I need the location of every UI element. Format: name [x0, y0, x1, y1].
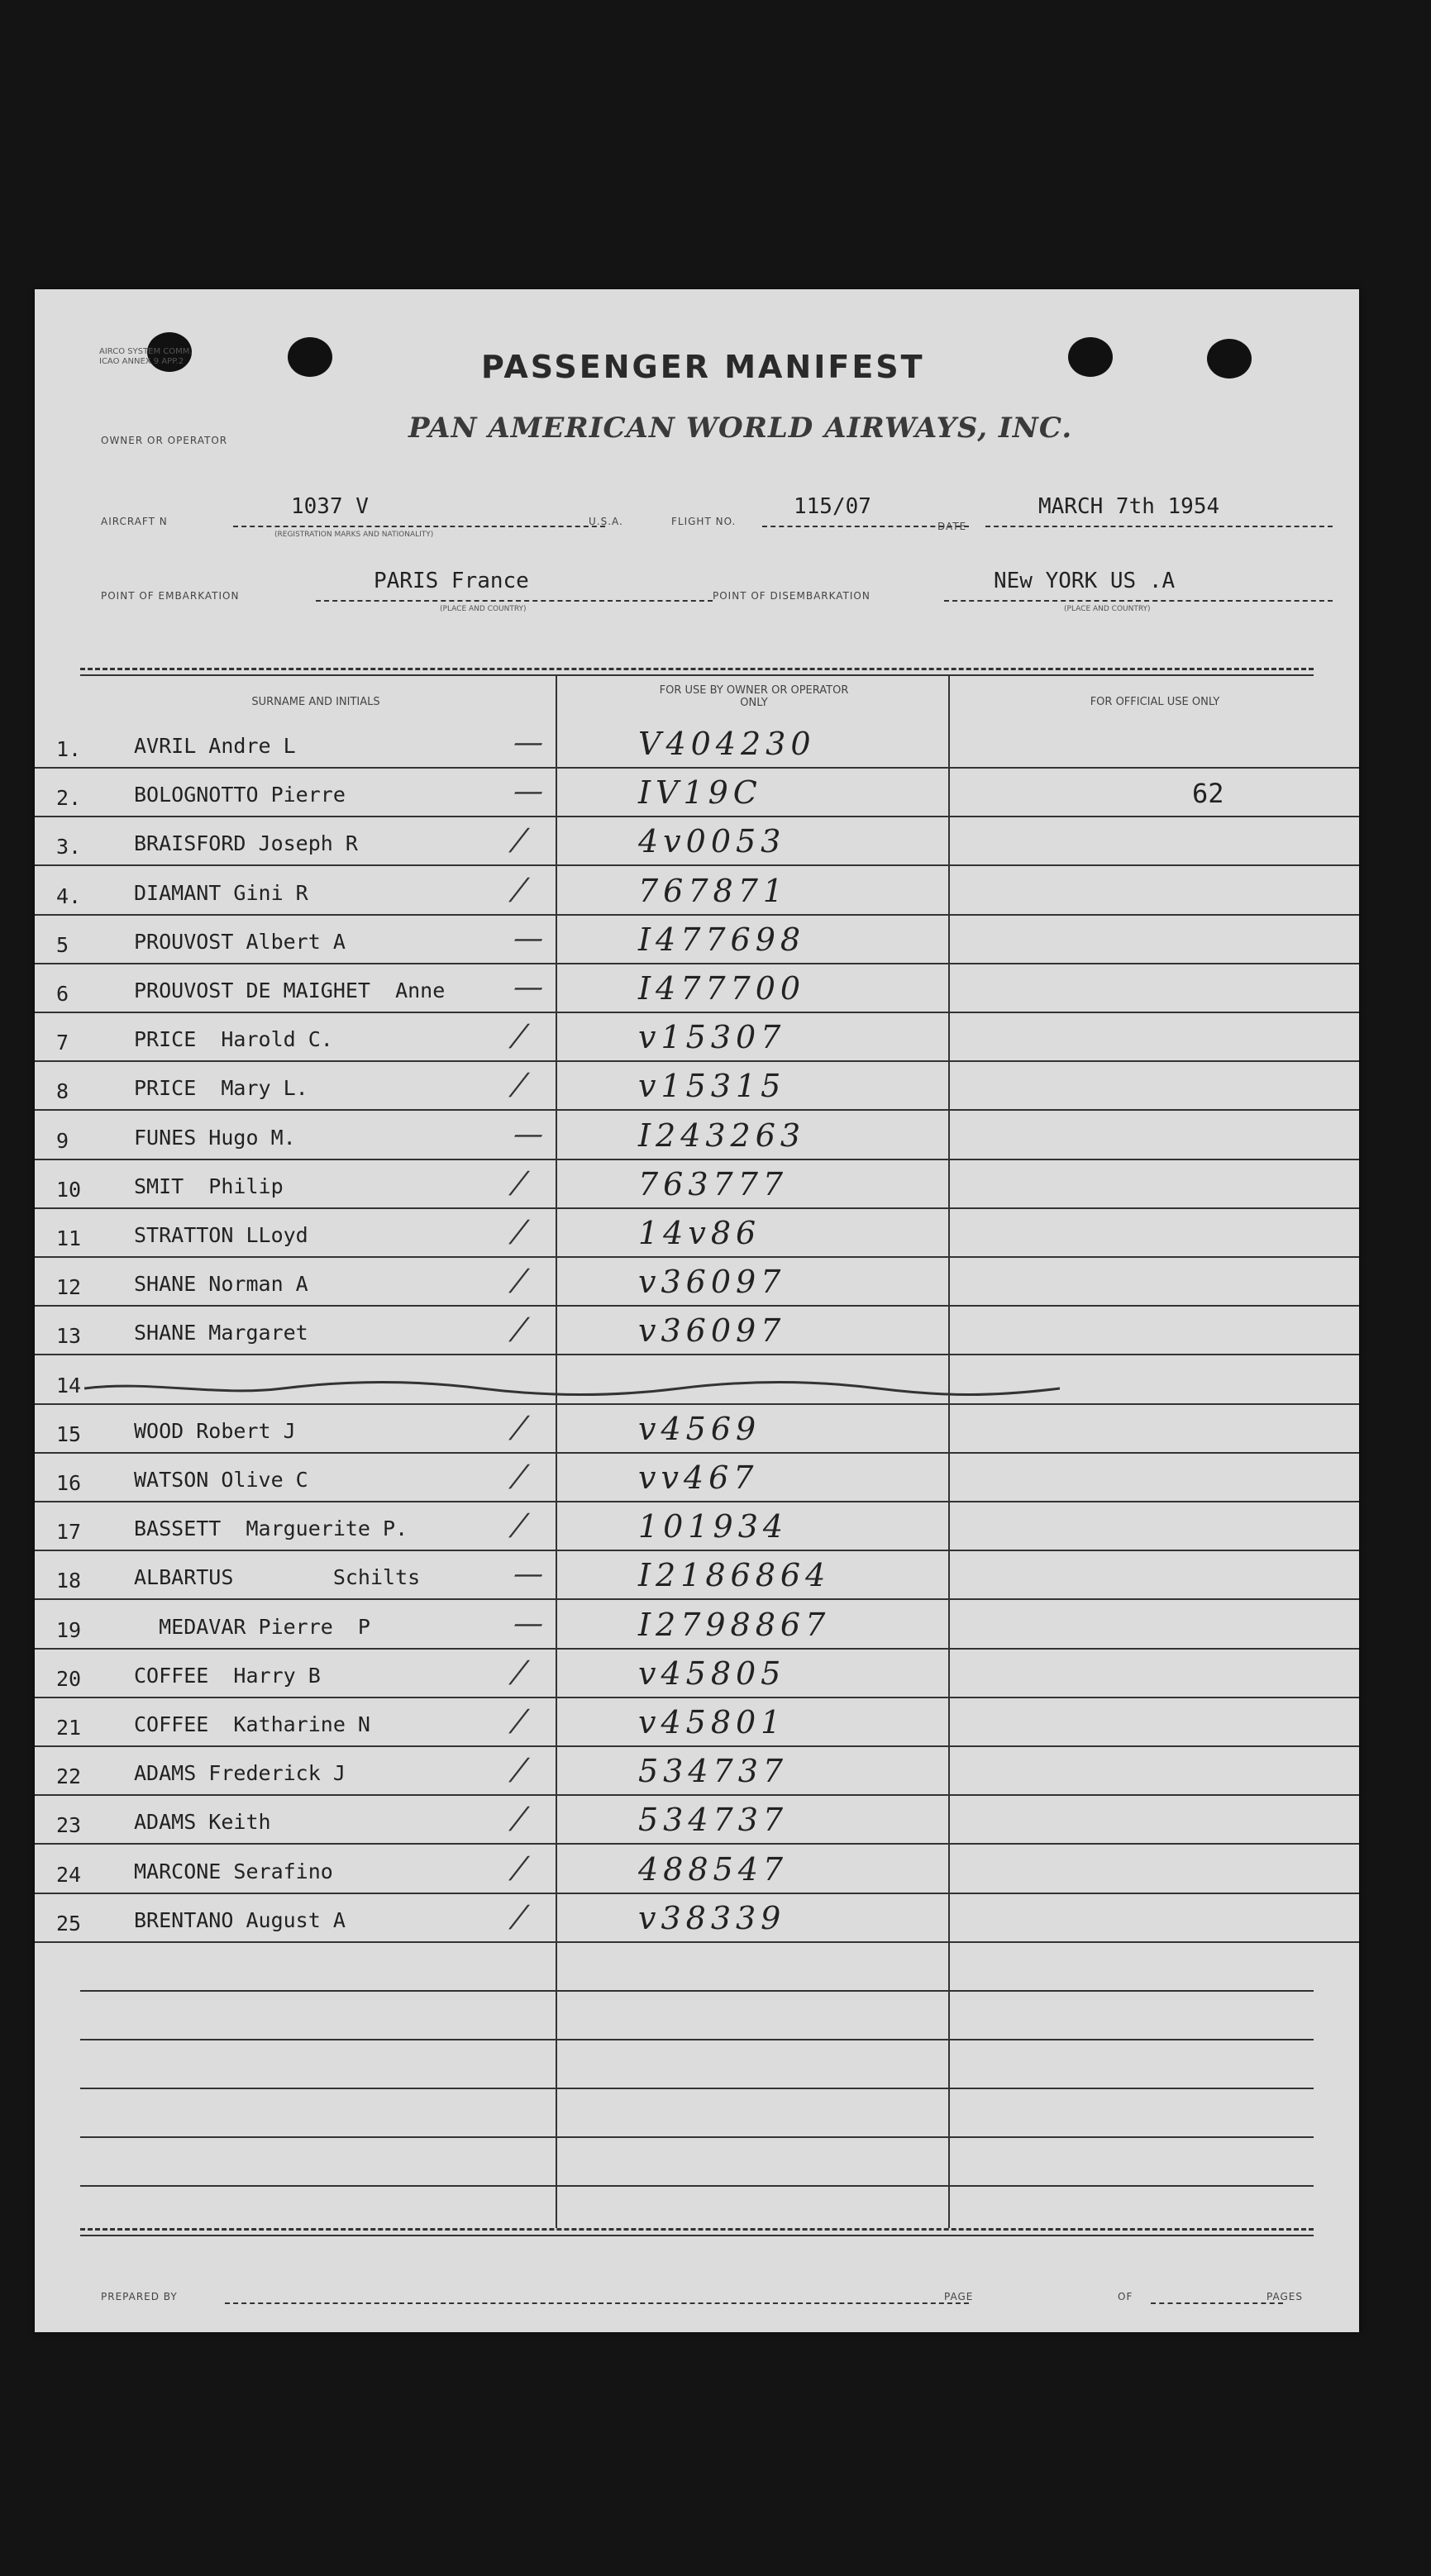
passenger-name: SMIT Philip	[134, 1174, 284, 1198]
row-number: 24	[56, 1862, 82, 1887]
check-mark: /	[506, 1802, 532, 1836]
operator-reference: v36097	[638, 1264, 786, 1301]
check-mark: /	[506, 1165, 532, 1200]
check-mark: —	[506, 1117, 552, 1151]
punch-hole-icon	[1207, 339, 1252, 379]
disembark-label: POINT OF DISEMBARKATION	[713, 590, 871, 602]
check-mark: —	[506, 921, 552, 955]
table-row	[35, 1159, 1359, 1209]
official-note: 62	[1192, 778, 1224, 810]
table-row	[35, 1649, 1359, 1698]
operator-reference: I477698	[638, 921, 806, 958]
table-row	[35, 817, 1359, 866]
row-number: 5	[56, 932, 69, 957]
table-row	[35, 866, 1359, 916]
table-row	[35, 1600, 1359, 1650]
punch-hole-icon	[1068, 337, 1113, 377]
aircraft-caption: (REGISTRATION MARKS AND NATIONALITY)	[274, 531, 434, 539]
check-mark: /	[506, 1459, 532, 1493]
row-number: 12	[56, 1275, 82, 1300]
table-row	[35, 1404, 1359, 1454]
disembark-caption: (PLACE AND COUNTRY)	[1064, 605, 1151, 613]
row-number: 15	[56, 1421, 82, 1446]
flight-label: FLIGHT NO.	[671, 516, 737, 527]
table-row	[35, 1111, 1359, 1160]
passenger-name: SHANE Margaret	[134, 1321, 308, 1345]
operator-reference: vv467	[638, 1459, 759, 1496]
check-mark: /	[506, 1753, 532, 1788]
operator-reference: v15315	[638, 1068, 786, 1105]
table-row	[35, 719, 1359, 769]
check-mark: —	[506, 774, 552, 809]
table-row	[35, 1208, 1359, 1258]
page-title: PASSENGER MANIFEST	[481, 349, 925, 385]
operator-reference: I477700	[638, 970, 806, 1007]
table-row	[35, 1012, 1359, 1062]
table-row	[35, 915, 1359, 964]
check-mark: /	[506, 1068, 532, 1102]
row-number: 1.	[56, 737, 82, 761]
operator-reference: v4569	[638, 1410, 761, 1447]
embark-value: PARIS France	[374, 569, 529, 593]
check-mark: /	[506, 1850, 532, 1885]
check-mark: /	[506, 1410, 532, 1445]
table-row	[35, 1795, 1359, 1845]
row-number: 11	[56, 1226, 82, 1250]
row-number: 7	[56, 1031, 69, 1055]
pages-label: PAGES	[1266, 2291, 1303, 2302]
company-name: PAN AMERICAN WORLD AIRWAYS, INC.	[408, 412, 1073, 445]
operator-reference: I2186864	[638, 1557, 831, 1594]
table-row	[35, 1893, 1359, 1943]
table-row	[35, 1746, 1359, 1796]
check-mark: —	[506, 1606, 552, 1640]
passenger-name: PROUVOST Albert A	[134, 929, 346, 954]
operator-reference: 763777	[638, 1165, 789, 1202]
operator-reference: v45801	[638, 1704, 786, 1740]
disembark-value: NEw YORK US .A	[994, 569, 1176, 593]
manifest-sheet	[35, 289, 1359, 2332]
passenger-name: BASSETT Marguerite P.	[134, 1517, 408, 1541]
operator-reference: v15307	[638, 1019, 786, 1056]
passenger-name: WOOD Robert J	[134, 1418, 296, 1443]
passenger-name: COFFEE Harry B	[134, 1663, 321, 1688]
passenger-name: MEDAVAR Pierre P	[134, 1614, 370, 1639]
date-value: MARCH 7th 1954	[1038, 494, 1220, 519]
check-mark: /	[506, 1215, 532, 1249]
blank-line	[80, 2185, 1314, 2187]
column-header-operator: FOR USE BY OWNER OR OPERATOR ONLY	[659, 684, 849, 709]
operator-reference: v38339	[638, 1899, 786, 1936]
row-number: 14	[56, 1373, 82, 1398]
row-number: 20	[56, 1666, 82, 1691]
passenger-name: BRAISFORD Joseph R	[134, 831, 358, 856]
operator-reference: v45805	[638, 1655, 786, 1692]
operator-reference: 767871	[638, 872, 789, 909]
check-mark: /	[506, 1019, 532, 1054]
operator-reference: IV19C	[638, 774, 762, 812]
check-mark: /	[506, 1264, 532, 1298]
prepared-by-label: PREPARED BY	[101, 2291, 178, 2302]
row-number: 10	[56, 1177, 82, 1202]
row-number: 4.	[56, 883, 82, 908]
passenger-name: ALBARTUS Schilts	[134, 1565, 421, 1590]
row-number: 3.	[56, 835, 82, 859]
operator-reference: v36097	[638, 1312, 786, 1350]
row-number: 16	[56, 1471, 82, 1495]
page-label: PAGE	[944, 2291, 974, 2302]
passenger-name: PRICE Harold C.	[134, 1027, 333, 1052]
passenger-name: ADAMS Keith	[134, 1810, 271, 1835]
row-number: 23	[56, 1813, 82, 1838]
check-mark: —	[506, 726, 552, 759]
table-row	[35, 1453, 1359, 1502]
row-number: 6	[56, 982, 69, 1006]
punch-hole-icon	[288, 337, 332, 377]
table-row	[35, 1061, 1359, 1111]
table-row	[35, 1697, 1359, 1747]
table-row	[35, 1550, 1359, 1600]
passenger-name: FUNES Hugo M.	[134, 1125, 296, 1150]
passenger-name: PROUVOST DE MAIGHET Anne	[134, 978, 446, 1002]
row-number: 22	[56, 1764, 82, 1789]
passenger-name: BRENTANO August A	[134, 1907, 346, 1932]
check-mark: /	[506, 1899, 532, 1934]
row-number: 17	[56, 1520, 82, 1545]
of-label: OF	[1118, 2291, 1133, 2302]
passenger-name: COFFEE Katharine N	[134, 1712, 370, 1736]
owner-label: OWNER OR OPERATOR	[101, 435, 228, 446]
blank-line	[80, 2088, 1314, 2089]
regulation-stamp: AIRCO SYSTEM COMM. ICAO ANNEX 9 APP.2	[99, 347, 193, 366]
operator-reference: I243263	[638, 1117, 806, 1154]
operator-reference: 534737	[638, 1753, 789, 1790]
passenger-name: MARCONE Serafino	[134, 1859, 333, 1883]
table-row	[35, 1502, 1359, 1551]
aircraft-label: AIRCRAFT N	[101, 516, 168, 527]
passenger-name: DIAMANT Gini R	[134, 880, 308, 905]
passenger-name: SHANE Norman A	[134, 1272, 308, 1297]
row-number: 21	[56, 1716, 82, 1740]
row-number: 2.	[56, 786, 82, 811]
column-header-official: FOR OFFICIAL USE ONLY	[1090, 696, 1220, 708]
blank-line	[80, 2136, 1314, 2138]
strike-through-line	[84, 1378, 1060, 1398]
table-row	[35, 768, 1359, 817]
embark-caption: (PLACE AND COUNTRY)	[440, 605, 527, 613]
aircraft-value: 1037 V	[291, 494, 369, 519]
passenger-name: ADAMS Frederick J	[134, 1761, 346, 1786]
flight-value: 115/07	[794, 494, 871, 519]
passenger-name: STRATTON LLoyd	[134, 1223, 308, 1247]
passenger-name: BOLOGNOTTO Pierre	[134, 783, 346, 807]
usa-label: U.S.A.	[589, 516, 623, 527]
operator-reference: 534737	[638, 1802, 789, 1839]
table-row	[35, 1306, 1359, 1355]
row-number: 18	[56, 1569, 82, 1593]
table-row	[35, 1257, 1359, 1307]
operator-reference: I2798867	[638, 1606, 831, 1643]
row-number: 19	[56, 1617, 82, 1642]
check-mark: —	[506, 970, 552, 1004]
operator-reference: 101934	[638, 1508, 789, 1545]
passenger-name: AVRIL Andre L	[134, 734, 296, 758]
passenger-name: WATSON Olive C	[134, 1468, 308, 1492]
check-mark: —	[506, 1557, 552, 1592]
table-row	[35, 964, 1359, 1013]
check-mark: /	[506, 872, 532, 907]
embark-label: POINT OF EMBARKATION	[101, 590, 240, 602]
table-row	[35, 1845, 1359, 1894]
check-mark: /	[506, 1704, 532, 1738]
row-number: 25	[56, 1911, 82, 1936]
blank-line	[80, 2039, 1314, 2040]
check-mark: /	[506, 1655, 532, 1689]
operator-reference: 4v0053	[638, 823, 786, 860]
check-mark: /	[506, 1508, 532, 1543]
row-number: 13	[56, 1324, 82, 1349]
row-number: 8	[56, 1079, 69, 1104]
operator-reference: 14v86	[638, 1215, 761, 1251]
column-header-surname: SURNAME AND INITIALS	[251, 696, 380, 708]
row-number: 9	[56, 1128, 69, 1153]
blank-line	[80, 1990, 1314, 1992]
operator-reference: V404230	[638, 726, 816, 762]
check-mark: /	[506, 823, 532, 858]
operator-reference: 488547	[638, 1850, 789, 1888]
date-label: DATE	[937, 521, 967, 532]
passenger-name: PRICE Mary L.	[134, 1076, 308, 1101]
check-mark: /	[506, 1312, 532, 1347]
